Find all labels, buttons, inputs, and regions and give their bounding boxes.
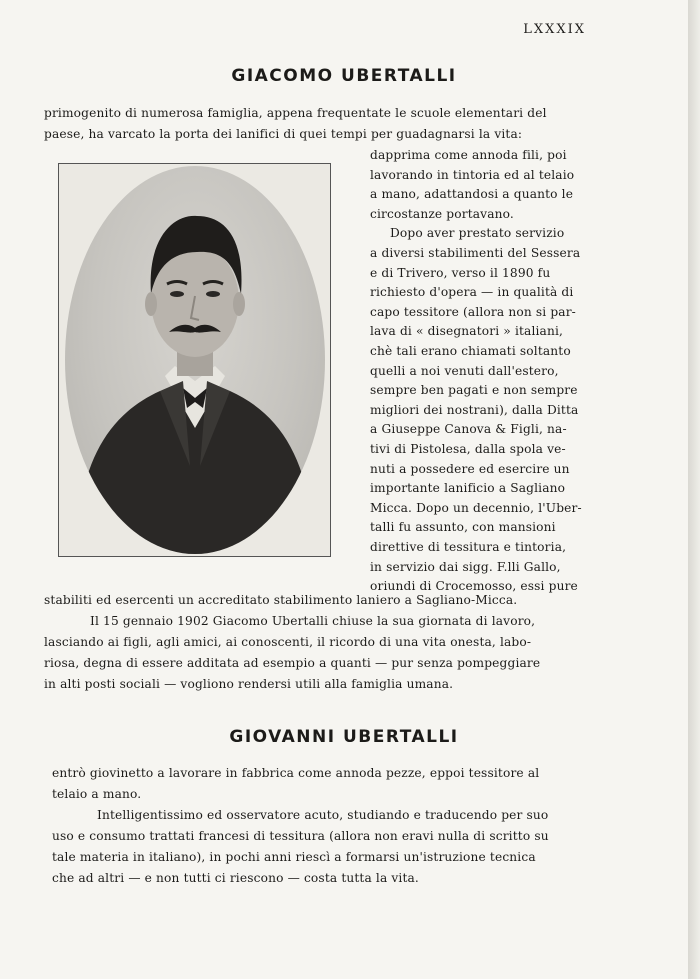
section-heading-giacomo: GIACOMO UBERTALLI [231,66,457,86]
paragraph-line: a diversi stabilimenti del Sessera [370,246,581,260]
paragraph-line: entrò giovinetto a lavorare in fabbrica come annoda pezze, eppoi tessitore al [52,766,540,780]
paragraph-line: direttive di tessitura e tintoria, [370,540,567,554]
paragraph-line: tale materia in italiano), in pochi anni riescì a formarsi un'istruzione tecnica [52,850,536,864]
section-heading-giovanni: GIOVANNI UBERTALLI [229,727,459,747]
paragraph-line: chè tali erano chiamati soltanto [370,344,571,358]
paragraph-line: capo tessitore (allora non si par- [370,304,576,319]
paragraph-line: paese, ha varcato la porta dei lanifici di quei tempi per guadagnarsi la vita: [44,127,523,141]
paragraph-line: Dopo aver prestato servizio [390,226,565,241]
paragraph-line: richiesto d'opera — in qualità di [370,285,574,300]
paragraph-line: in servizio dai sigg. F.lli Gallo, [370,559,561,574]
paragraph-line: a mano, adattandosi a quanto le [370,187,574,202]
paragraph-line: Il 15 gennaio 1902 Giacomo Ubertalli chiuse la sua giornata di lavoro, [90,614,536,628]
paragraph-line: a Giuseppe Canova & Figli, na- [370,422,567,437]
portrait-figure [65,166,325,554]
paragraph-line: talli fu assunto, con mansioni [370,520,556,535]
paragraph-line: tivi di Pistolesa, dalla spola ve- [370,442,566,456]
paragraph-line: oriundi di Crocemosso, essi pure [370,579,578,594]
paragraph-line: dapprima come annoda fili, poi [370,148,567,162]
paragraph-line: primogenito di numerosa famiglia, appena frequentate le scuole elementari del [44,106,547,120]
page-edge [688,0,700,979]
paragraph-line: stabiliti ed esercenti un accreditato stabilimento laniero a Sagliano-Micca. [44,593,518,607]
paragraph-line: in alti posti sociali — vogliono rendersi utili alla famiglia umana. [44,677,454,691]
paragraph-line: migliori dei nostrani), dalla Ditta [370,402,579,417]
paragraph-line: e di Trivero, verso il 1890 fu [370,265,551,280]
paragraph-line: sempre ben pagati e non sempre [370,383,578,398]
paragraph-line: riosa, degna di essere additata ad esempio a quanti — pur senza pompeggiare [44,656,541,670]
paragraph-line: lasciando ai figli, agli amici, ai conoscenti, il ricordo di una vita onesta, labo- [44,635,532,649]
paragraph-line: circostanze portavano. [370,206,514,221]
paragraph-line: nuti a possedere ed esercire un [370,461,570,476]
page-number: LXXXIX [523,22,586,37]
portrait-photo [58,163,331,557]
paragraph-line: quelli a noi venuti dall'estero, [370,363,559,378]
paragraph-line: uso e consumo trattati francesi di tessitura (allora non eravi nulla di scritto su [52,829,549,843]
paragraph-line: che ad altri — e non tutti ci riescono — costa tutta la vita. [52,871,419,885]
paragraph-line: lavorando in tintoria ed al telaio [370,167,575,182]
paragraph-line: Micca. Dopo un decennio, l'Uber- [370,500,582,515]
paragraph-line: importante lanificio a Sagliano [370,481,566,496]
paragraph-line: lava di « disegnatori » italiani, [370,324,564,339]
paragraph-line: telaio a mano. [52,787,142,801]
paragraph-line: Intelligentissimo ed osservatore acuto, studiando e traducendo per suo [97,808,549,822]
